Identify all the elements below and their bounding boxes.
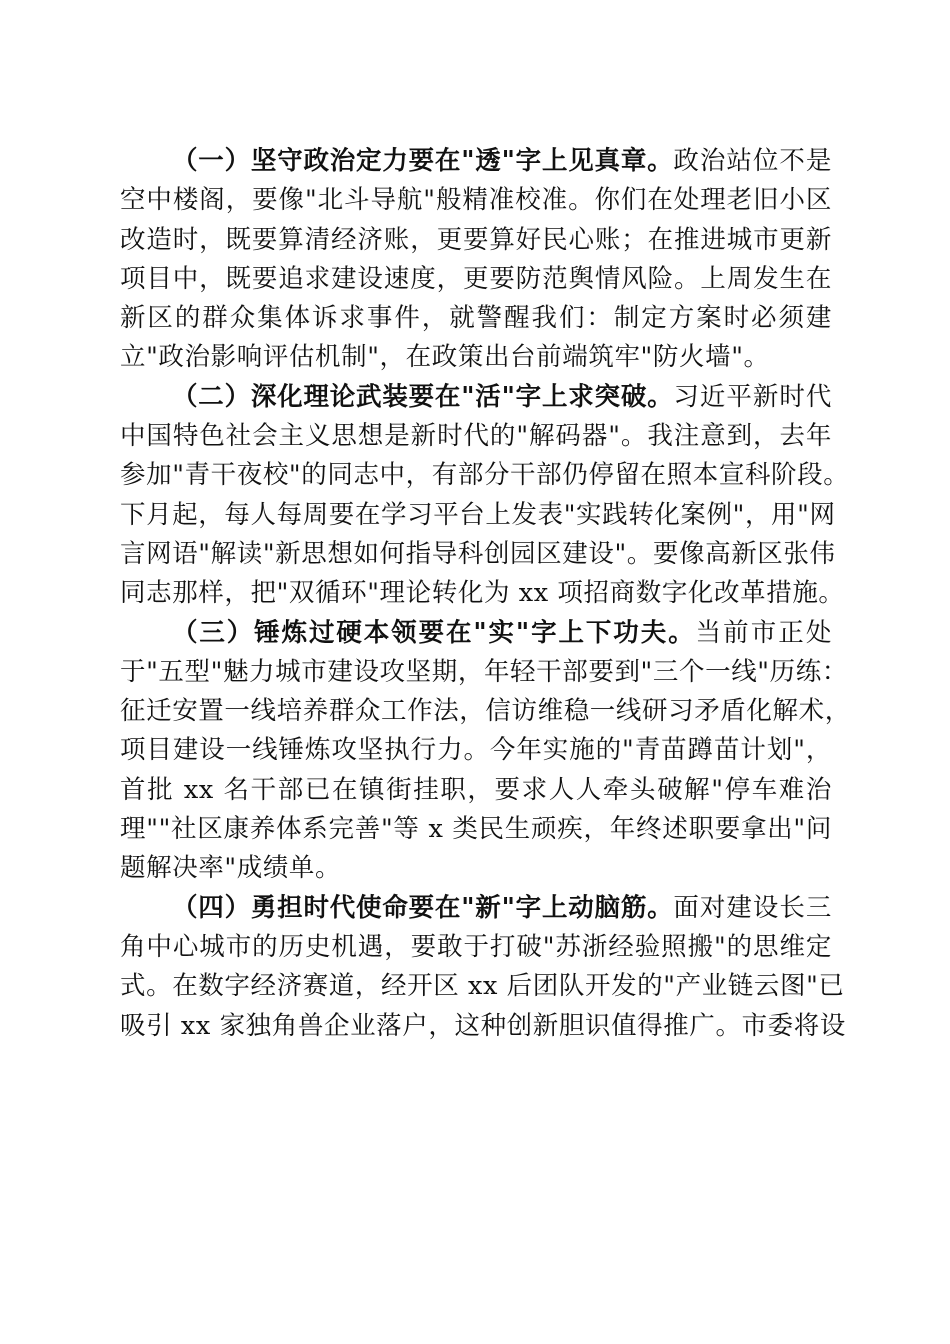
section-4-heading: （四）勇担时代使命要在"新"字上动脑筋。 bbox=[172, 892, 674, 923]
section-2-line: 中国特色社会主义思想是新时代的"解码器"。我注意到，去年 bbox=[120, 421, 832, 452]
section-3-line: 项目建设一线锤炼攻坚执行力。今年实施的"青苗蹲苗计划"， bbox=[120, 735, 832, 766]
section-1-line: 项目中，既要追求建设速度，更要防范舆情风险。上周发生在 bbox=[120, 263, 832, 294]
section-4-first-line-text: 面对建设长三 bbox=[673, 892, 832, 923]
section-2-line: 言网语"解读"新思想如何指导科创园区建设"。要像高新区张伟 bbox=[120, 538, 836, 569]
section-3-line: 首批 xx 名干部已在镇街挂职，要求人人牵头破解"停车难治 bbox=[120, 774, 832, 805]
section-4-line: 角中心城市的历史机遇，要敢于打破"苏浙经验照搬"的思维定 bbox=[120, 931, 832, 962]
section-3-line: 征迁安置一线培养群众工作法，信访维稳一线研习矛盾化解术， bbox=[120, 696, 851, 727]
section-1-first-line bbox=[120, 142, 832, 181]
section-1-first-line-text: 政治站位不是 bbox=[673, 146, 832, 176]
section-1-line: 新区的群众集体诉求事件，就警醒我们：制定方案时必须建 bbox=[120, 303, 832, 334]
document-body bbox=[120, 142, 851, 1046]
section-2-line: 参加"青干夜校"的同志中，有部分干部仍停留在照本宣科阶段。 bbox=[120, 460, 850, 491]
section-2 bbox=[120, 378, 850, 614]
section-1-line: 改造时，既要算清经济账，更要算好民心账；在推进城市更新 bbox=[120, 224, 832, 255]
section-3-first-line bbox=[120, 614, 832, 653]
section-2-line: 同志那样，把"双循环"理论转化为 xx 项招商数字化改革措施。 bbox=[120, 578, 845, 609]
section-4 bbox=[120, 889, 846, 1046]
section-1-line: 空中楼阁，要像"北斗导航"般精准校准。你们在处理老旧小区 bbox=[120, 185, 832, 216]
section-4-line: 式。在数字经济赛道，经开区 xx 后团队开发的"产业链云图"已 bbox=[120, 971, 845, 1002]
section-3-line: 于"五型"魅力城市建设攻坚期，年轻干部要到"三个一线"历练： bbox=[120, 656, 848, 687]
section-4-line: 吸引 xx 家独角兽企业落户，这种创新胆识值得推广。市委将设 bbox=[120, 1010, 846, 1041]
section-3-heading: （三）锤炼过硬本领要在"实"字上下功夫。 bbox=[172, 617, 696, 648]
section-2-heading: （二）深化理论武装要在"活"字上求突破。 bbox=[172, 381, 674, 412]
section-3-line: 题解决率"成绩单。 bbox=[120, 853, 342, 884]
section-4-first-line bbox=[120, 889, 832, 928]
section-1-heading: （一）坚守政治定力要在"透"字上见真章。 bbox=[172, 146, 674, 176]
section-2-line: 下月起，每人每周要在学习平台上发表"实践转化案例"，用"网 bbox=[120, 499, 836, 530]
section-2-first-line-text: 习近平新时代 bbox=[673, 381, 832, 412]
section-1-line: 立"政治影响评估机制"，在政策出台前端筑牢"防火墙"。 bbox=[120, 342, 770, 373]
section-3 bbox=[120, 614, 851, 889]
section-3-first-line-text: 当前市正处 bbox=[695, 617, 832, 648]
section-2-first-line bbox=[120, 378, 832, 417]
section-3-line: 理""社区康养体系完善"等 x 类民生顽疾，年终述职要拿出"问 bbox=[120, 814, 832, 845]
section-1 bbox=[120, 142, 832, 378]
